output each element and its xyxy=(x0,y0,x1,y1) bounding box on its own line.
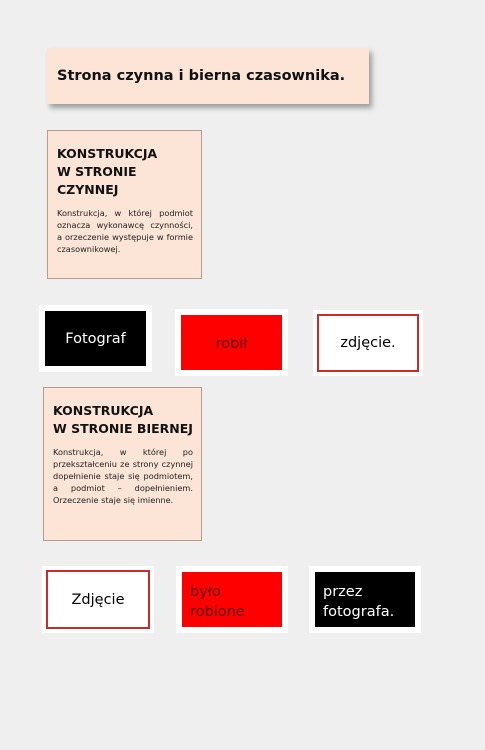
passive-word-predicate-line2: robione xyxy=(190,604,245,620)
active-word-predicate-text: robił xyxy=(215,335,248,352)
passive-word-predicate-line1: było xyxy=(190,584,221,600)
passive-heading-line2: W STRONIE BIERNEJ xyxy=(53,421,193,436)
page-title: Strona czynna i bierna czasownika. xyxy=(57,68,346,84)
passive-heading xyxy=(53,402,193,438)
active-definition-text: Konstrukcja, w której podmiot oznacza wykonawcę czynności, a orzeczenie występuje w formie czasownikowej. xyxy=(57,208,193,254)
active-definition-box xyxy=(47,130,202,279)
passive-word-predicate-text xyxy=(190,582,245,622)
passive-word-predicate xyxy=(180,570,284,629)
page-title-box xyxy=(47,48,369,104)
active-heading xyxy=(57,145,193,199)
active-word-predicate xyxy=(179,313,284,372)
active-word-object xyxy=(317,314,419,372)
passive-word-subject-text: Zdjęcie xyxy=(71,591,125,608)
passive-word-agent-line1: przez xyxy=(323,584,363,600)
active-word-subject xyxy=(43,309,148,368)
active-word-object-text: zdjęcie. xyxy=(340,335,396,351)
passive-word-agent xyxy=(313,570,417,629)
passive-word-agent-line2: fotografa. xyxy=(323,604,395,620)
active-heading-line1: KONSTRUKCJA xyxy=(57,146,158,161)
passive-definition-box xyxy=(43,387,202,541)
active-heading-line2: W STRONIE CZYNNEJ xyxy=(57,164,137,197)
active-word-subject-text: Fotograf xyxy=(65,330,126,347)
passive-heading-line1: KONSTRUKCJA xyxy=(53,403,154,418)
passive-definition-text: Konstrukcja, w której po przekształceniu ze strony czynnej dopełnienie staje się podmiotem, a podmiot – dopełnieniem. Orzeczenie staje się imienne. xyxy=(53,447,193,505)
passive-word-subject xyxy=(46,570,150,629)
passive-word-agent-text xyxy=(323,582,394,622)
